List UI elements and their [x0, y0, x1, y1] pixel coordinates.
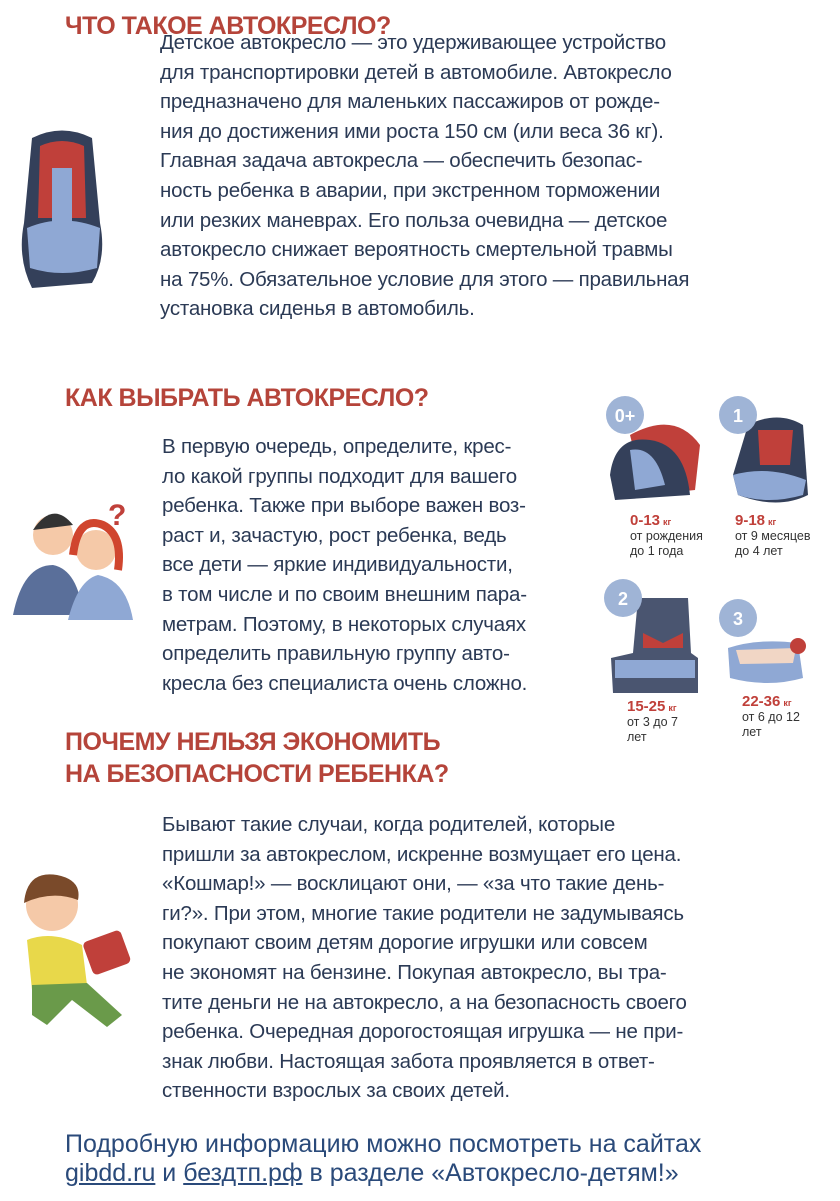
- text-line: кресла без специалиста очень сложно.: [162, 671, 528, 695]
- text-line: все дети — яркие индивидуальности,: [162, 553, 513, 577]
- text-line: ния до достижения ими роста 150 см (или веса 36 кг).: [160, 119, 664, 143]
- text-line: метрам. Поэтому, в некоторых случаях: [162, 612, 526, 636]
- text-line: Главная задача автокресла — обеспечить безопас-: [160, 149, 643, 173]
- weight-range: 15-25: [627, 698, 666, 715]
- text-line: установка сиденья в автомобиль.: [160, 297, 475, 321]
- footer-info: [65, 1130, 701, 1188]
- age-line: лет: [627, 730, 647, 744]
- text-line: Детское автокресло — это удерживающее устройство: [160, 31, 666, 54]
- text-line: раст и, зачастую, рост ребенка, ведь: [162, 523, 507, 547]
- group-0-seat-icon: [605, 395, 705, 510]
- car-seat-illustration: [12, 128, 112, 293]
- footer-text: и: [155, 1159, 184, 1187]
- weight-unit: кг: [668, 703, 677, 713]
- group-1-info: [735, 512, 840, 559]
- text-line: тите деньги не на автокресло, а на безопасность своего: [162, 990, 687, 1014]
- boy-illustration: [12, 865, 142, 1040]
- text-line: «Кошмар!» — восклицают они, — «за что такие день-: [162, 872, 665, 896]
- text-line: автокресло снижает вероятность смертельной травмы: [160, 238, 673, 262]
- group-2-info: [627, 698, 747, 745]
- weight-unit: кг: [663, 517, 672, 527]
- heading-what-is-car-seat: ЧТО ТАКОЕ АВТОКРЕСЛО?: [65, 12, 391, 40]
- section-3-text: [162, 810, 687, 1106]
- text-line: ность ребенка в аварии, при экстренном торможении: [160, 178, 661, 202]
- section-1-text: [160, 28, 689, 324]
- gibdd-link[interactable]: gibdd.ru: [65, 1159, 156, 1187]
- svg-text:0+: 0+: [614, 406, 636, 426]
- age-line: от 9 месяцев: [735, 529, 811, 543]
- section-2-text: [162, 432, 527, 698]
- group-0-info: [630, 512, 750, 559]
- group-1-seat-icon: [718, 395, 818, 510]
- age-line: до 4 лет: [735, 544, 783, 558]
- text-line: ло какой группы подходит для вашего: [162, 464, 517, 488]
- age-line: от 6 до 12: [742, 710, 800, 724]
- weight-range: 9-18: [735, 512, 766, 529]
- text-line: ги?». При этом, многие такие родители не задумываясь: [162, 901, 684, 925]
- age-line: до 1 года: [630, 544, 684, 558]
- group-3-seat-icon: [718, 598, 818, 688]
- text-line: не экономят на бензине. Покупая автокресло, вы тра-: [162, 960, 667, 984]
- parents-illustration: [8, 495, 138, 625]
- weight-unit: кг: [783, 698, 792, 708]
- svg-text:3: 3: [732, 609, 744, 629]
- text-line: В первую очередь, определите, крес-: [162, 435, 512, 458]
- text-line: предназначено для маленьких пассажиров от рожде-: [160, 90, 660, 114]
- text-line: ребенка. Также при выборе важен воз-: [162, 494, 526, 518]
- text-line: на 75%. Обязательное условие для этого — правильная: [160, 267, 690, 291]
- age-line: лет: [742, 725, 762, 739]
- text-line: Бывают такие случаи, когда родителей, которые: [162, 813, 616, 836]
- text-line: или резких маневрах. Его польза очевидна — детское: [160, 208, 668, 232]
- svg-text:?: ?: [108, 499, 127, 532]
- heading-why-not-save: [65, 726, 449, 790]
- group-3-info: [742, 693, 840, 740]
- heading-line: НА БЕЗОПАСНОСТИ РЕБЕНКА?: [65, 760, 449, 788]
- weight-range: 22-36: [742, 693, 781, 710]
- footer-text: в разделе «Автокресло-детям!»: [302, 1159, 679, 1187]
- footer-line: [65, 1159, 701, 1188]
- text-line: ребенка. Очередная дорогостоящая игрушка — не при-: [162, 1020, 684, 1044]
- heading-how-to-choose: КАК ВЫБРАТЬ АВТОКРЕСЛО?: [65, 384, 429, 412]
- text-line: покупают своим детям дорогие игрушки или совсем: [162, 931, 648, 955]
- bezdtp-link[interactable]: бездтп.рф: [183, 1159, 303, 1187]
- age-line: от рождения: [630, 529, 703, 543]
- text-line: определить правильную группу авто-: [162, 642, 510, 666]
- text-line: пришли за автокреслом, искренне возмущает его цена.: [162, 842, 682, 866]
- weight-range: 0-13: [630, 512, 661, 529]
- footer-line: Подробную информацию можно посмотреть на сайтах: [65, 1130, 702, 1158]
- text-line: для транспортировки детей в автомобиле. Автокресло: [160, 60, 672, 84]
- svg-text:1: 1: [732, 406, 744, 426]
- weight-unit: кг: [768, 517, 777, 527]
- text-line: ственности взрослых за своих детей.: [162, 1079, 510, 1103]
- text-line: знак любви. Настоящая забота проявляется в ответ-: [162, 1049, 655, 1073]
- heading-line: ПОЧЕМУ НЕЛЬЗЯ ЭКОНОМИТЬ: [65, 728, 441, 756]
- svg-text:2: 2: [617, 589, 629, 609]
- group-2-seat-icon: [603, 578, 703, 698]
- age-line: от 3 до 7: [627, 715, 678, 729]
- text-line: в том числе и по своим внешним пара-: [162, 582, 527, 606]
